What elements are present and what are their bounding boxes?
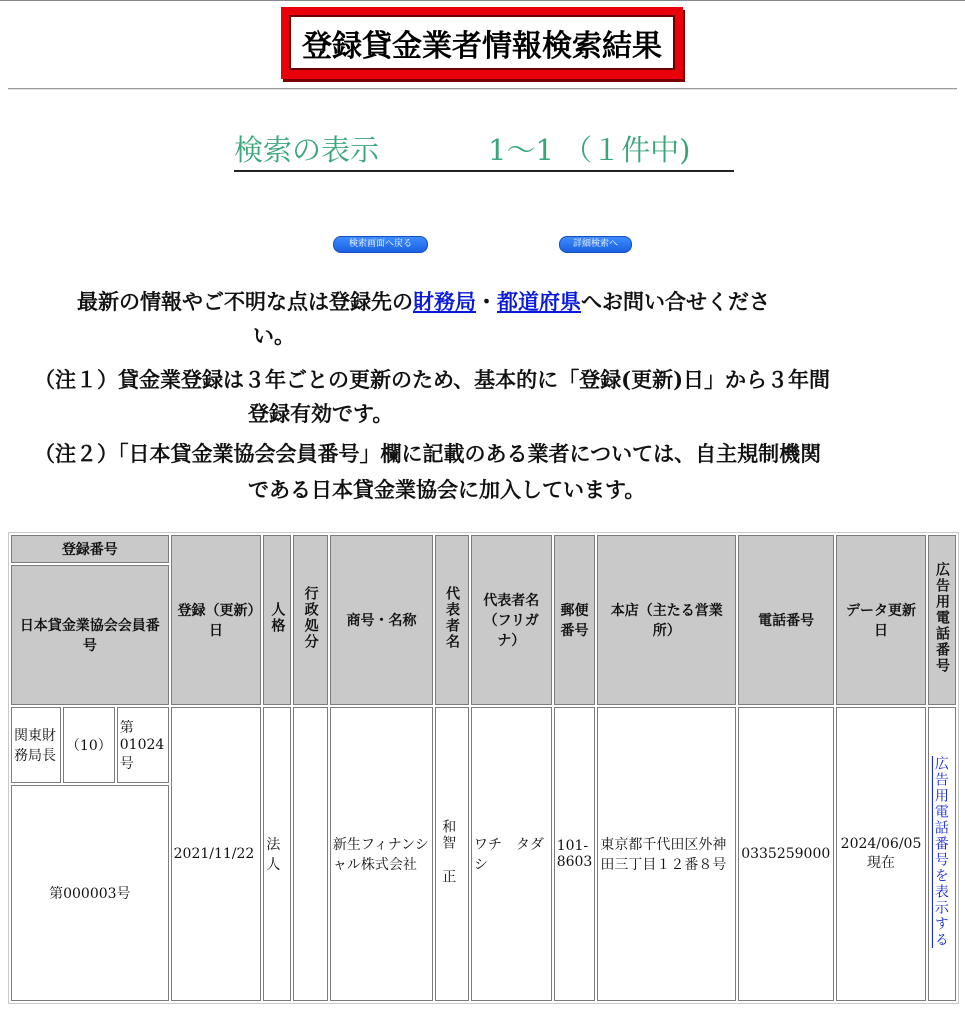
notice-line-1-tail: い。 (253, 323, 295, 348)
notice-line-1 (77, 286, 770, 316)
result-range: 1～1 （１件中) (488, 133, 691, 167)
cell-admin (293, 707, 328, 1001)
cell-entity: 法人 (263, 707, 291, 1001)
cell-rep-text: 和智 正 (440, 819, 457, 885)
cell-renew: （10） (63, 707, 115, 783)
cell-updated: 2024/06/05現在 (836, 707, 926, 1001)
cell-rep-kana: ワチ タダシ (471, 707, 552, 1001)
result-summary (234, 126, 734, 172)
note-1-line-b: 登録有効です。 (248, 401, 394, 426)
cell-assoc-no: 第000003号 (11, 785, 169, 1001)
title-banner (281, 7, 683, 79)
header-office: 本店（主たる営業所） (597, 535, 736, 705)
notice-separator: ・ (476, 289, 497, 314)
top-border (0, 0, 965, 1)
registration-table (8, 532, 959, 1004)
divider (8, 88, 957, 90)
cell-reg-no: 第01024号 (117, 707, 169, 783)
header-reg-date: 登録（更新）日 (171, 535, 262, 705)
cell-reg-date: 2021/11/22 (171, 707, 262, 1001)
cell-phone: 0335259000 (738, 707, 834, 1001)
note-2-line-a: （注２）「日本貸金業協会会員番号」欄に記載のある業者については、自主規制機関 (34, 441, 822, 466)
header-reg-no: 登録番号 (11, 535, 169, 563)
cell-bureau: 関東財務局長 (11, 707, 61, 783)
cell-rep (435, 707, 469, 1001)
header-zip: 郵便番号 (554, 535, 596, 705)
header-assoc-no: 日本貸金業協会会員番号 (11, 565, 169, 705)
notice-text: 最新の情報やご不明な点は登録先の (77, 289, 413, 314)
todofuken-link[interactable]: 都道府県 (497, 289, 581, 314)
page-title: 登録貸金業者情報検索結果 (302, 28, 662, 64)
cell-name: 新生フィナンシャル株式会社 (330, 707, 433, 1001)
header-entity-text: 人格 (269, 602, 286, 634)
title-frame (289, 15, 675, 70)
note-2-line-b: である日本貸金業協会に加入しています。 (248, 477, 646, 502)
result-label: 検索の表示 (234, 133, 380, 167)
advanced-search-button[interactable]: 詳細検索へ (559, 236, 632, 253)
header-rep-text: 代表者名 (444, 586, 461, 650)
header-admin (293, 535, 328, 705)
header-name: 商号・名称 (330, 535, 433, 705)
show-ad-phone-link[interactable]: 広告用電話番号を表示する (932, 756, 949, 948)
back-to-search-button[interactable]: 検索画面へ戻る (333, 236, 428, 253)
note-1-line-a: （注１）貸金業登録は３年ごとの更新のため、基本的に「登録(更新)日」から３年間 (34, 367, 831, 392)
header-admin-text: 行政処分 (302, 586, 319, 650)
cell-office: 東京都千代田区外神田三丁目１２番８号 (597, 707, 736, 1001)
header-ad-phone-text: 広告用電話番号 (933, 562, 950, 674)
cell-zip: 101-8603 (554, 707, 596, 1001)
header-rep (435, 535, 469, 705)
zaimukyoku-link[interactable]: 財務局 (413, 289, 476, 314)
header-updated: データ更新日 (836, 535, 926, 705)
header-rep-kana: 代表者名（フリガナ） (471, 535, 552, 705)
header-phone: 電話番号 (738, 535, 834, 705)
header-entity (263, 535, 291, 705)
header-ad-phone (928, 535, 956, 705)
cell-ad-phone (928, 707, 956, 1001)
notice-text-post: へお問い合せくださ (581, 289, 770, 314)
